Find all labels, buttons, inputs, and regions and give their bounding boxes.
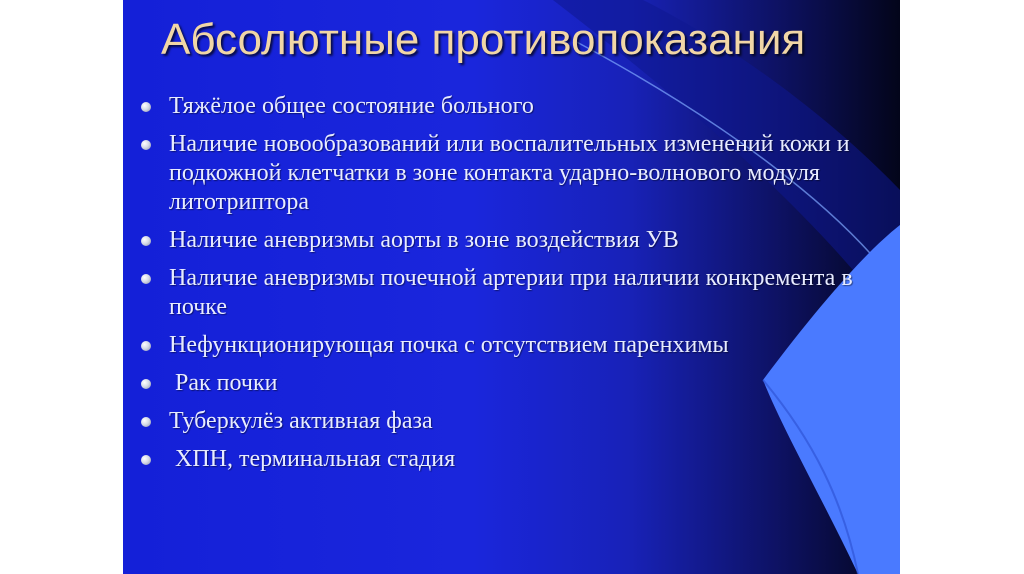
- list-item: [139, 331, 879, 360]
- slide-title: Абсолютные противопоказания: [161, 15, 806, 64]
- list-item: [139, 407, 879, 436]
- list-item-text: Наличие аневризмы аорты в зоне воздействия УВ: [169, 227, 679, 253]
- bullet-icon: [141, 102, 151, 112]
- list-item-text: ХПН, терминальная стадия: [169, 446, 456, 472]
- list-item-text: Рак почки: [169, 370, 278, 396]
- bullet-icon: [141, 140, 151, 150]
- bullet-list: [139, 92, 879, 483]
- bullet-icon: [141, 236, 151, 246]
- list-item: [139, 226, 879, 255]
- list-item-text: Нефункционирующая почка с отсутствием паренхимы: [169, 332, 729, 358]
- list-item: [139, 264, 879, 322]
- list-item: [139, 369, 879, 398]
- bullet-icon: [141, 274, 151, 284]
- list-item: [139, 445, 879, 474]
- list-item-text: Туберкулёз активная фаза: [169, 408, 433, 434]
- bullet-icon: [141, 341, 151, 351]
- list-item: [139, 130, 879, 217]
- list-item-text: Тяжёлое общее состояние больного: [169, 93, 534, 119]
- bullet-icon: [141, 379, 151, 389]
- list-item-text: Наличие аневризмы почечной артерии при наличии конкремента в почке: [169, 265, 853, 320]
- slide: [123, 0, 900, 574]
- bullet-icon: [141, 417, 151, 427]
- list-item: [139, 92, 879, 121]
- list-item-text: Наличие новообразований или воспалительных изменений кожи и подкожной клетчатки в зоне контакта ударно-волнового модуля литотриптора: [169, 131, 850, 215]
- bullet-icon: [141, 455, 151, 465]
